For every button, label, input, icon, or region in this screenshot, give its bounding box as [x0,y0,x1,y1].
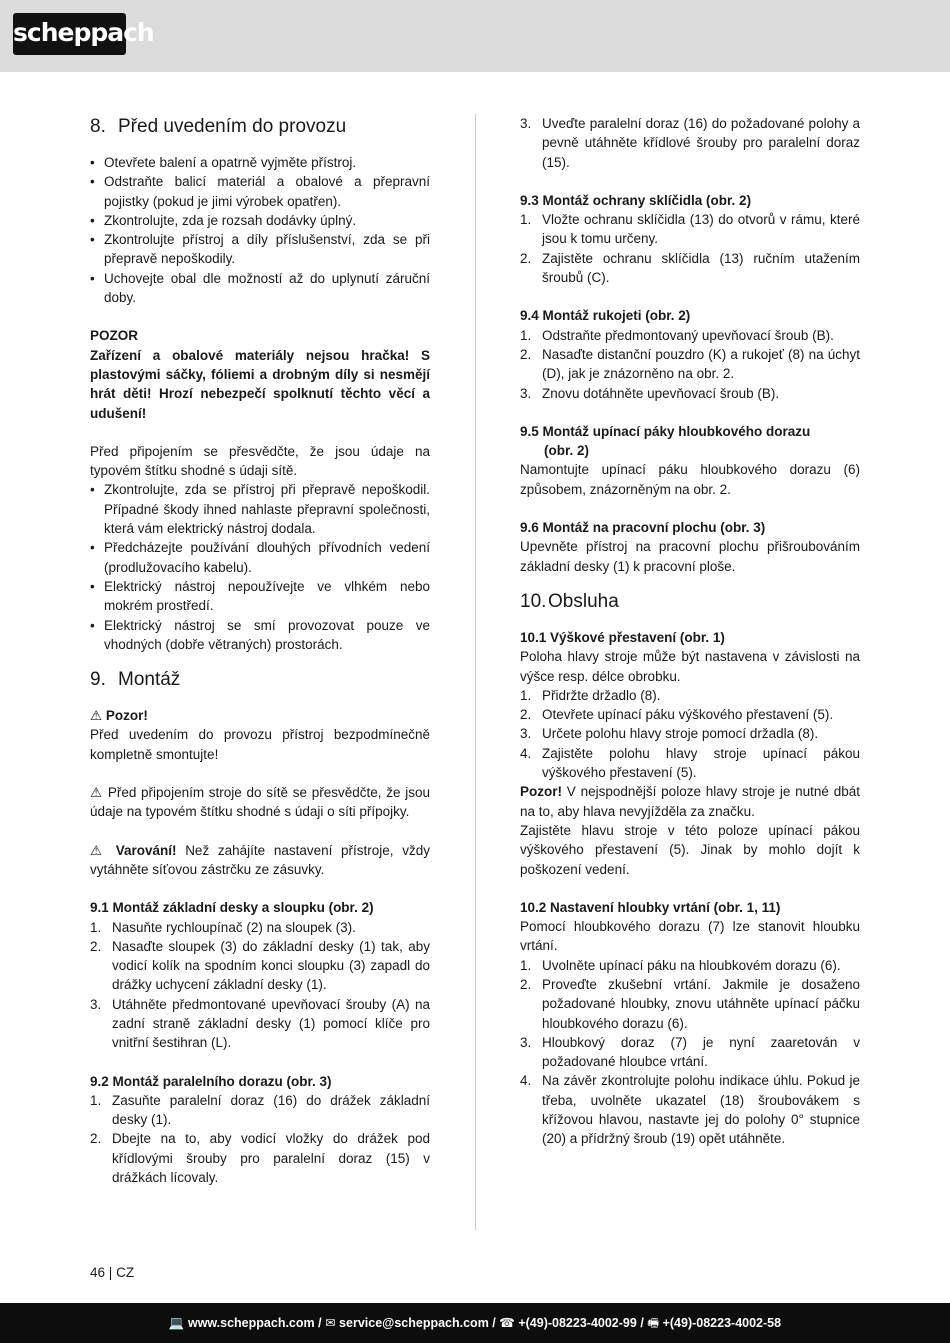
list-item: • Zkontrolujte, zda se přístroj při přepravě nepoškodil. Případné škody ihned nahlaste přepravní společnosti, která vám elektrický nástroj dodala. [90,480,430,538]
list-item: 1. Zasuňte paralelní doraz (16) do drážek základní desky (1). [90,1092,430,1128]
section-10-1-intro: Poloha hlavy stroje může být nastavena v závislosti na výšce resp. délce obrobku. [520,649,860,684]
list-item: 3. Hloubkový doraz (7) je nyní zaaretován v požadované hloubce vrtání. [520,1034,860,1070]
section-9-2-list-cont [520,114,860,172]
section-10-1-heading: 10.1 Výškové přestavení (obr. 1) [520,629,725,645]
list-item: 2. Dbejte na to, aby vodicí vložky do drážek pod křídlovými šrouby pro paralelní doraz (15) v drážkách lícovaly. [90,1131,430,1186]
section-9-6-heading: 9.6 Montáž na pracovní plochu (obr. 3) [520,520,766,536]
list-item: 3. Uveďte paralelní doraz (16) do požadované polohy a pevně utáhněte křídlové šrouby pro paralelní doraz (15). [520,116,860,170]
list-item: • Předcházejte používání dlouhých přívodních vedení (prodlužovacího kabelu). [90,538,430,577]
section-10-2-heading: 10.2 Nastavení hloubky vrtání (obr. 1, 11) [520,899,781,915]
section-9-4-heading: 9.4 Montáž rukojeti (obr. 2) [520,308,691,324]
section-8-bullets [90,153,430,307]
footer-website[interactable]: www.scheppach.com [187,1316,315,1330]
section-8-heading: 8. Před uvedením do provozu [90,116,347,137]
footer-phone: +(49)-08223-4002-99 [518,1316,637,1330]
warning-3: ⚠ Varování! Než zahájíte nastavení přístroje, vždy vytáhněte síťovou zástrčku ze zásuvky. [90,842,430,877]
list-item: 4. Na závěr zkontrolujte polohu indikace úhlu. Pokud je třeba, uvolněte ukazatel (18) šroubovákem s křížovou hlavou, nastavte jej do polohy 0° stupnice (20) a přídržný šroub (19) opět utáhněte. [520,1073,860,1147]
list-item: 2. Otevřete upínací páku výškového přestavení (5). [520,707,834,723]
section-10-1-list [520,686,860,782]
header-bar [0,0,950,72]
list-item: 3. Určete polohu hlavy stroje pomocí držadla (8). [520,726,819,742]
list-item: 4. Zajistěte polohu hlavy stroje upínací pákou výškového přestavení (5). [520,745,860,781]
list-item: 1. Nasuňte rychloupínač (2) na sloupek (3). [90,919,356,935]
right-column [520,114,860,1149]
list-item: • Zkontrolujte přístroj a díly příslušenství, zda se při přepravě nepoškodily. [90,230,430,269]
section-9-1-list [90,918,430,1053]
section-10-2-list [520,956,860,1149]
warning-icon: ⚠ [90,708,103,724]
fax-icon: 🖷 [647,1316,660,1330]
list-item: • Elektrický nástroj nepoužívejte ve vlhkém nebo mokrém prostředí. [90,577,430,616]
section-9-2-list [90,1091,430,1187]
section-9-5-heading-cont: (obr. 2) [544,443,590,459]
power-bullets [90,480,430,654]
pozor-title: POZOR [90,328,139,344]
warning-icon: ⚠ [90,842,108,858]
warning-1-text: Před uvedením do provozu přístroj bezpodmínečně kompletně smontujte! [90,727,430,762]
list-item: 2. Nasaďte distanční pouzdro (K) a rukojeť (8) na úchyt (D), jak je znázorněno na obr. 2. [520,346,860,382]
footer-fax: +(49)-08223-4002-58 [662,1316,782,1330]
section-9-6-text: Upevněte přístroj na pracovní plochu přišroubováním základní desky (1) k pracovní ploše. [520,539,860,574]
list-item: 3. Znovu dotáhněte upevňovací šroub (B). [520,385,780,401]
list-item: • Elektrický nástroj se smí provozovat pouze ve vhodných (dobře větraných) prostorách. [90,616,430,655]
section-10-2-intro: Pomocí hloubkového dorazu (7) lze stanovit hloubku vrtání. [520,919,860,954]
list-item: 1. Uvolněte upínací páku na hloubkovém dorazu (6). [520,957,841,973]
section-9-3-list [520,210,860,287]
footer-email[interactable]: service@scheppach.com [339,1316,489,1330]
list-item: 1. Přidržte držadlo (8). [520,687,661,703]
list-item: 3. Utáhněte předmontované upevňovací šrouby (A) na zadní straně základní desky (1) pomocí klíče pro vnitřní šestihran (L). [90,996,430,1051]
left-column [90,114,430,1187]
list-item: 2. Nasaďte sloupek (3) do základní desky (1) tak, aby vodicí kolík na spodním konci sloupku (3) zapadl do drážky uchycení základní desky (1). [90,938,430,993]
section-9-5-heading: 9.5 Montáž upínací páky hloubkového dorazu [520,423,811,439]
warning-1-label: ⚠ Pozor! [90,708,148,724]
mail-icon: ✉ [325,1316,336,1330]
section-9-4-list [520,326,860,403]
computer-icon: 💻 [168,1316,185,1330]
section-10-heading: 10.Obsluha [520,590,619,612]
list-item: • Zkontrolujte, zda je rozsah dodávky úplný. [90,211,430,230]
section-9-5-text: Namontujte upínací páku hloubkového dorazu (6) způsobem, znázorněným na obr. 2. [520,462,860,497]
power-intro: Před připojením se přesvědčte, že jsou údaje na typovém štítku shodné s údaji sítě. [90,443,430,479]
section-9-heading: 9. Montáž [90,669,181,691]
warning-2: ⚠ Před připojením stroje do sítě se přesvědčte, že jsou údaje na typovém štítku shodné s údaji o síti přípojky. [90,785,430,820]
pozor-text: Zařízení a obalové materiály nejsou hračka! S plastovými sáčky, fóliemi a drobným díly si nesmějí hrát děti! Hrozí nebezpečí spolknutí těchto věcí a udušení! [90,347,430,421]
list-item: • Odstraňte balicí materiál a obalové a přepravní pojistky (pokud je jimi výrobek opatřen). [90,172,430,211]
list-item: • Uchovejte obal dle možností až do uplynutí záruční doby. [90,269,430,308]
list-item: 1. Vložte ochranu sklíčidla (13) do otvorů v rámu, které jsou k tomu určeny. [520,212,860,247]
section-10-1-pozor: Pozor! V nejspodnější poloze hlavy stroje je nutné dbát na to, aby hlava nevyjížděla za značku. [520,784,860,819]
footer-bar: 💻 www.scheppach.com / ✉ service@scheppach.com / ☎ +(49)-08223-4002-99 / 🖷 +(49)-08223-4002-58 [0,1303,950,1343]
list-item: 2. Proveďte zkušební vrtání. Jakmile je dosaženo požadované hloubky, znovu utáhněte upínací páčku hloubkového dorazu (6). [520,976,860,1031]
scheppach-logo: scheppach [13,13,126,55]
column-divider [475,114,476,1230]
section-9-3-heading: 9.3 Montáž ochrany sklíčidla (obr. 2) [520,192,752,208]
page-number: 46 | CZ [90,1265,135,1280]
section-9-2-heading: 9.2 Montáž paralelního dorazu (obr. 3) [90,1073,332,1089]
phone-icon: ☎ [499,1316,515,1330]
list-item: • Otevřete balení a opatrně vyjměte přístroj. [90,153,430,172]
warning-icon: ⚠ [90,785,104,801]
section-10-1-text2: Zajistěte hlavu stroje v této poloze upínací pákou výškového přestavení (5). Jinak by mohlo dojít k poškození vedení. [520,822,860,877]
list-item: 1. Odstraňte předmontovaný upevňovací šroub (B). [520,327,834,343]
section-9-1-heading: 9.1 Montáž základní desky a sloupku (obr. 2) [90,900,374,916]
list-item: 2. Zajistěte ochranu sklíčidla (13) ručním utažením šroubů (C). [520,250,860,286]
